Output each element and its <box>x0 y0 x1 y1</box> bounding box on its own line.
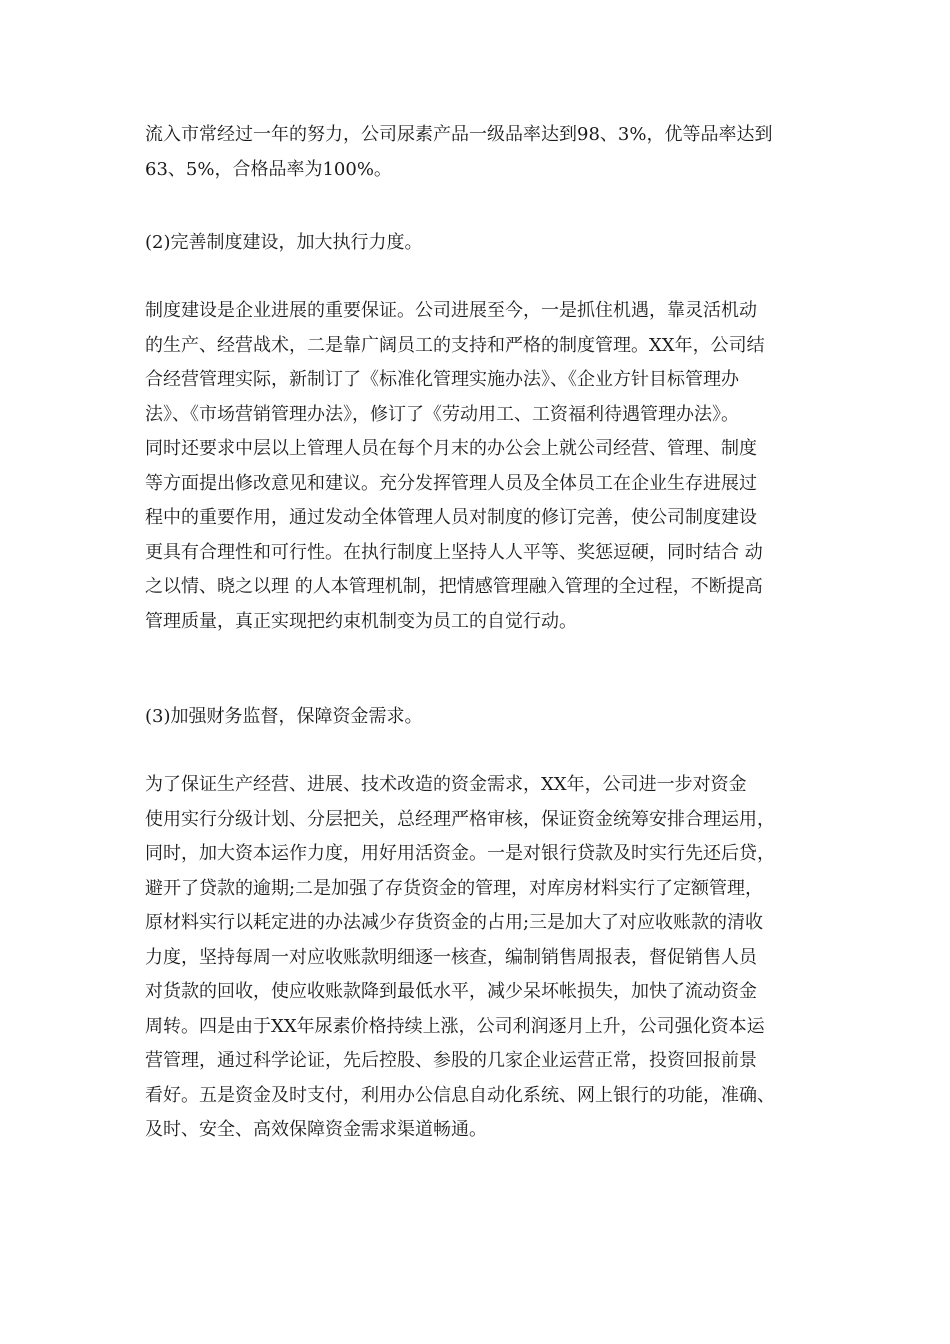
section-heading-financial-supervision <box>145 700 825 735</box>
text-line: 周转。四是由于XX年尿素价格持续上涨，公司利润逐月上升，公司强化资本运 <box>145 1015 765 1037</box>
text-line: 为了保证生产经营、进展、技术改造的资金需求，XX年，公司进一步对资金 <box>145 774 747 795</box>
text-line: 的生产、经营战术，二是靠广阔员工的支持和严格的制度管理。XX年，公司结 <box>145 334 765 356</box>
text-line: 看好。五是资金及时支付，利用办公信息自动化系统、网上银行的功能，准确、 <box>145 1084 775 1106</box>
text-line: 63、5%，合格品率为100%。 <box>145 158 392 180</box>
paragraph-system-building <box>145 294 825 639</box>
text-line: 对货款的回收，使应收账款降到最低水平，减少呆坏帐损失，加快了流动资金 <box>145 981 757 1002</box>
text-line: 同时，加大资本运作力度，用好用活资金。一是对银行贷款及时实行先还后贷， <box>145 843 775 864</box>
text-line: 使用实行分级计划、分层把关，总经理严格审核，保证资金统筹安排合理运用， <box>145 808 775 830</box>
heading-text: (3)加强财务监督，保障资金需求。 <box>145 706 423 727</box>
text-line: 管理质量，真正实现把约束机制变为员工的自觉行动。 <box>145 610 577 632</box>
text-line: 力度，坚持每周一对应收账款明细逐一核查，编制销售周报表，督促销售人员 <box>145 946 757 968</box>
paragraph-quality-results <box>145 118 825 187</box>
section-heading-system-building <box>145 226 825 261</box>
text-line: 避开了贷款的逾期;二是加强了存货资金的管理，对库房材料实行了定额管理， <box>145 877 764 899</box>
text-line: 合经营管理实际，新制订了《标准化管理实施办法》、《企业方针目标管理办 <box>145 369 739 390</box>
text-line: 流入市常经过一年的努力，公司尿素产品一级品率达到98、3%，优等品率达到 <box>145 124 773 145</box>
paragraph-financial-supervision <box>145 768 825 1148</box>
text-line: 之以情、晓之以理 的人本管理机制，把情感管理融入管理的全过程，不断提高 <box>145 576 763 597</box>
text-line: 更具有合理性和可行性。在执行制度上坚持人人平等、奖惩逗硬，同时结合 动 <box>145 541 763 563</box>
text-line: 同时还要求中层以上管理人员在每个月末的办公会上就公司经营、管理、制度 <box>145 438 757 459</box>
text-line: 程中的重要作用，通过发动全体管理人员对制度的修订完善，使公司制度建设 <box>145 507 757 528</box>
text-line: 等方面提出修改意见和建议。充分发挥管理人员及全体员工在企业生存进展过 <box>145 472 757 494</box>
text-line: 营管理，通过科学论证，先后控股、参股的几家企业运营正常，投资回报前景 <box>145 1050 757 1071</box>
text-line: 及时、安全、高效保障资金需求渠道畅通。 <box>145 1119 487 1140</box>
text-line: 原材料实行以耗定进的办法减少存货资金的占用;三是加大了对应收账款的清收 <box>145 912 764 933</box>
text-line: 法》、《市场营销管理办法》，修订了《劳动用工、工资福利待遇管理办法》。 <box>145 403 739 425</box>
heading-text: (2)完善制度建设，加大执行力度。 <box>145 232 423 253</box>
text-line: 制度建设是企业进展的重要保证。公司进展至今，一是抓住机遇，靠灵活机动 <box>145 300 757 321</box>
